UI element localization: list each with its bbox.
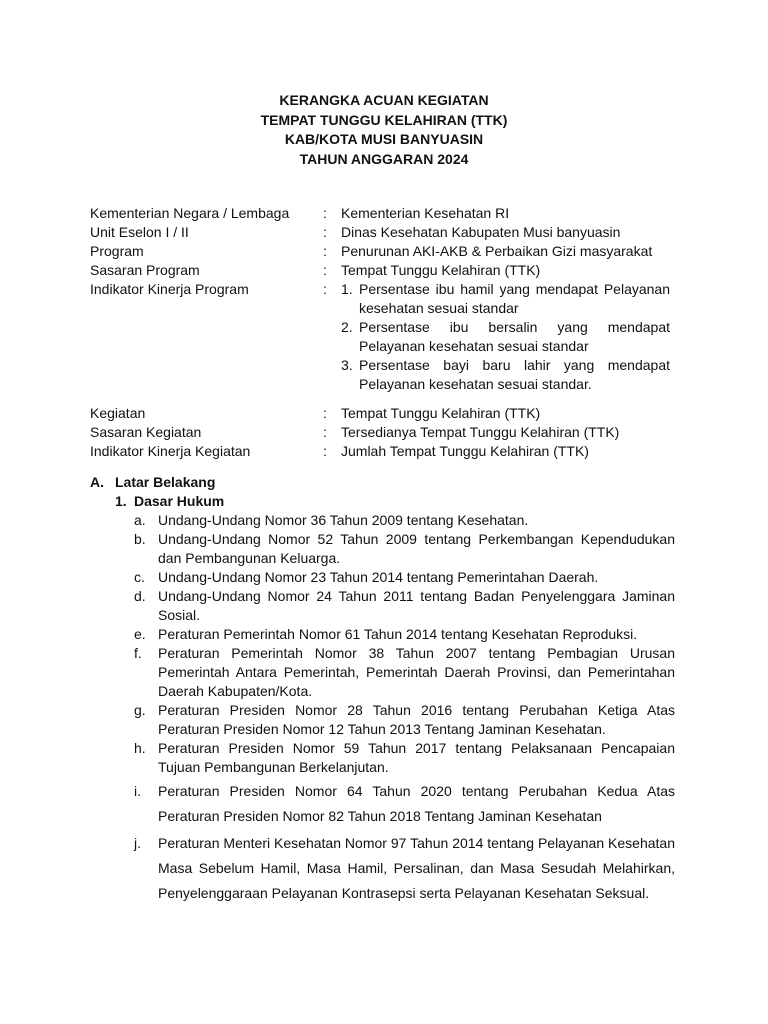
info-separator: : bbox=[323, 243, 327, 259]
list-item bbox=[341, 280, 670, 318]
list-letter: f. bbox=[134, 645, 142, 661]
list-item bbox=[134, 511, 675, 530]
section-marker: A. bbox=[90, 474, 104, 490]
info-label: Kementerian Negara / Lembaga bbox=[90, 205, 290, 221]
list-text: Persentase bayi baru lahir yang mendapat Pelayanan kesehatan sesuai standar. bbox=[359, 357, 670, 392]
legal-basis-list bbox=[134, 511, 675, 906]
info-row-unit bbox=[90, 223, 670, 242]
title-line-1: KERANGKA ACUAN KEGIATAN bbox=[279, 92, 489, 108]
info-row-activity-indicator bbox=[90, 442, 670, 461]
info-label: Unit Eselon I / II bbox=[90, 224, 189, 240]
info-value: Penurunan AKI-AKB & Perbaikan Gizi masyarakat bbox=[341, 243, 653, 259]
list-text: Peraturan Pemerintah Nomor 38 Tahun 2007 tentang Pembagian Urusan Pemerintah Antara Pemerintah, Pemerintah Daerah Provinsi, dan Pemerintahan Daerah Kabupaten/Kota. bbox=[158, 645, 675, 699]
title-line-2: TEMPAT TUNGGU KELAHIRAN (TTK) bbox=[260, 111, 508, 128]
info-label: Indikator Kinerja Program bbox=[90, 281, 249, 297]
info-row-program-target bbox=[90, 261, 670, 280]
spacer bbox=[90, 394, 670, 404]
list-item bbox=[134, 625, 675, 644]
info-row-ministry bbox=[90, 204, 670, 223]
info-row-program bbox=[90, 242, 670, 261]
list-letter: i. bbox=[134, 783, 141, 799]
info-value: Dinas Kesehatan Kabupaten Musi banyuasin bbox=[341, 224, 621, 240]
subsection-heading bbox=[115, 492, 670, 511]
list-text: Undang-Undang Nomor 24 Tahun 2011 tentang Badan Penyelenggara Jaminan Sosial. bbox=[158, 588, 675, 623]
list-letter: b. bbox=[134, 531, 146, 547]
list-item bbox=[341, 318, 670, 356]
list-number: 1. bbox=[341, 281, 353, 297]
info-separator: : bbox=[323, 205, 327, 221]
list-letter: e. bbox=[134, 626, 146, 642]
info-value: Tempat Tunggu Kelahiran (TTK) bbox=[341, 262, 541, 278]
subsection-marker: 1. bbox=[115, 493, 127, 509]
info-table bbox=[90, 204, 670, 461]
document-title bbox=[0, 91, 768, 169]
list-item bbox=[134, 530, 675, 568]
list-item bbox=[134, 644, 675, 701]
info-separator: : bbox=[323, 262, 327, 278]
subsection-title: Dasar Hukum bbox=[134, 493, 225, 509]
list-text: Peraturan Menteri Kesehatan Nomor 97 Tahun 2014 tentang Pelayanan Kesehatan Masa Sebelum Hamil, Masa Hamil, Persalinan, dan Masa Sesudah Melahirkan, Penyelenggaraan Pelayanan Kontrasepsi serta Pelayanan Kesehatan Seksual. bbox=[158, 835, 675, 901]
list-letter: j. bbox=[134, 835, 141, 851]
list-text: Undang-Undang Nomor 36 Tahun 2009 tentang Kesehatan. bbox=[158, 512, 529, 528]
title-line-3: KAB/KOTA MUSI BANYUASIN bbox=[284, 131, 484, 147]
list-letter: g. bbox=[134, 702, 146, 718]
list-text: Peraturan Pemerintah Nomor 61 Tahun 2014 tentang Kesehatan Reproduksi. bbox=[158, 626, 638, 642]
list-item bbox=[134, 831, 675, 906]
info-separator: : bbox=[323, 405, 327, 421]
list-letter: c. bbox=[134, 569, 145, 585]
info-row-activity bbox=[90, 404, 670, 423]
list-letter: d. bbox=[134, 588, 146, 604]
list-text: Peraturan Presiden Nomor 28 Tahun 2016 tentang Perubahan Ketiga Atas Peraturan Presiden Nomor 12 Tahun 2013 Tentang Jaminan Kesehatan. bbox=[158, 702, 675, 737]
section-background bbox=[90, 473, 675, 906]
info-separator: : bbox=[323, 224, 327, 240]
section-heading bbox=[90, 473, 670, 492]
list-text: Peraturan Presiden Nomor 59 Tahun 2017 tentang Pelaksanaan Pencapaian Tujuan Pembangunan Berkelanjutan. bbox=[158, 740, 675, 775]
info-value: Jumlah Tempat Tunggu Kelahiran (TTK) bbox=[341, 443, 589, 459]
info-value: Tempat Tunggu Kelahiran (TTK) bbox=[341, 405, 541, 421]
list-number: 3. bbox=[341, 357, 353, 373]
title-line-4: TAHUN ANGGARAN 2024 bbox=[299, 150, 469, 167]
section-title: Latar Belakang bbox=[115, 474, 216, 490]
info-label: Sasaran Kegiatan bbox=[90, 424, 202, 440]
list-item bbox=[134, 587, 675, 625]
info-separator: : bbox=[323, 281, 327, 297]
info-value: Kementerian Kesehatan RI bbox=[341, 205, 510, 221]
list-text: Peraturan Presiden Nomor 64 Tahun 2020 tentang Perubahan Kedua Atas Peraturan Presiden Nomor 82 Tahun 2018 Tentang Jaminan Kesehatan bbox=[158, 783, 675, 824]
info-label: Sasaran Program bbox=[90, 262, 200, 278]
list-text: Persentase ibu bersalin yang mendapat Pelayanan kesehatan sesuai standar bbox=[359, 319, 670, 354]
list-item bbox=[134, 739, 675, 777]
list-letter: h. bbox=[134, 740, 146, 756]
list-text: Undang-Undang Nomor 52 Tahun 2009 tentang Perkembangan Kependudukan dan Pembangunan Keluarga. bbox=[158, 531, 675, 566]
list-item bbox=[341, 356, 670, 394]
info-row-program-indicator bbox=[90, 280, 670, 394]
list-text: Persentase ibu hamil yang mendapat Pelayanan kesehatan sesuai standar bbox=[359, 281, 670, 316]
list-item bbox=[134, 779, 675, 829]
info-label: Program bbox=[90, 243, 144, 259]
info-value: Tersedianya Tempat Tunggu Kelahiran (TTK) bbox=[341, 424, 620, 440]
list-item bbox=[134, 701, 675, 739]
info-value bbox=[341, 280, 670, 394]
info-label: Kegiatan bbox=[90, 405, 146, 421]
info-row-activity-target bbox=[90, 423, 670, 442]
indicator-list bbox=[341, 280, 670, 394]
info-label: Indikator Kinerja Kegiatan bbox=[90, 443, 251, 459]
list-letter: a. bbox=[134, 512, 146, 528]
list-number: 2. bbox=[341, 319, 353, 335]
info-separator: : bbox=[323, 443, 327, 459]
list-item bbox=[134, 568, 675, 587]
info-separator: : bbox=[323, 424, 327, 440]
list-text: Undang-Undang Nomor 23 Tahun 2014 tentang Pemerintahan Daerah. bbox=[158, 569, 599, 585]
